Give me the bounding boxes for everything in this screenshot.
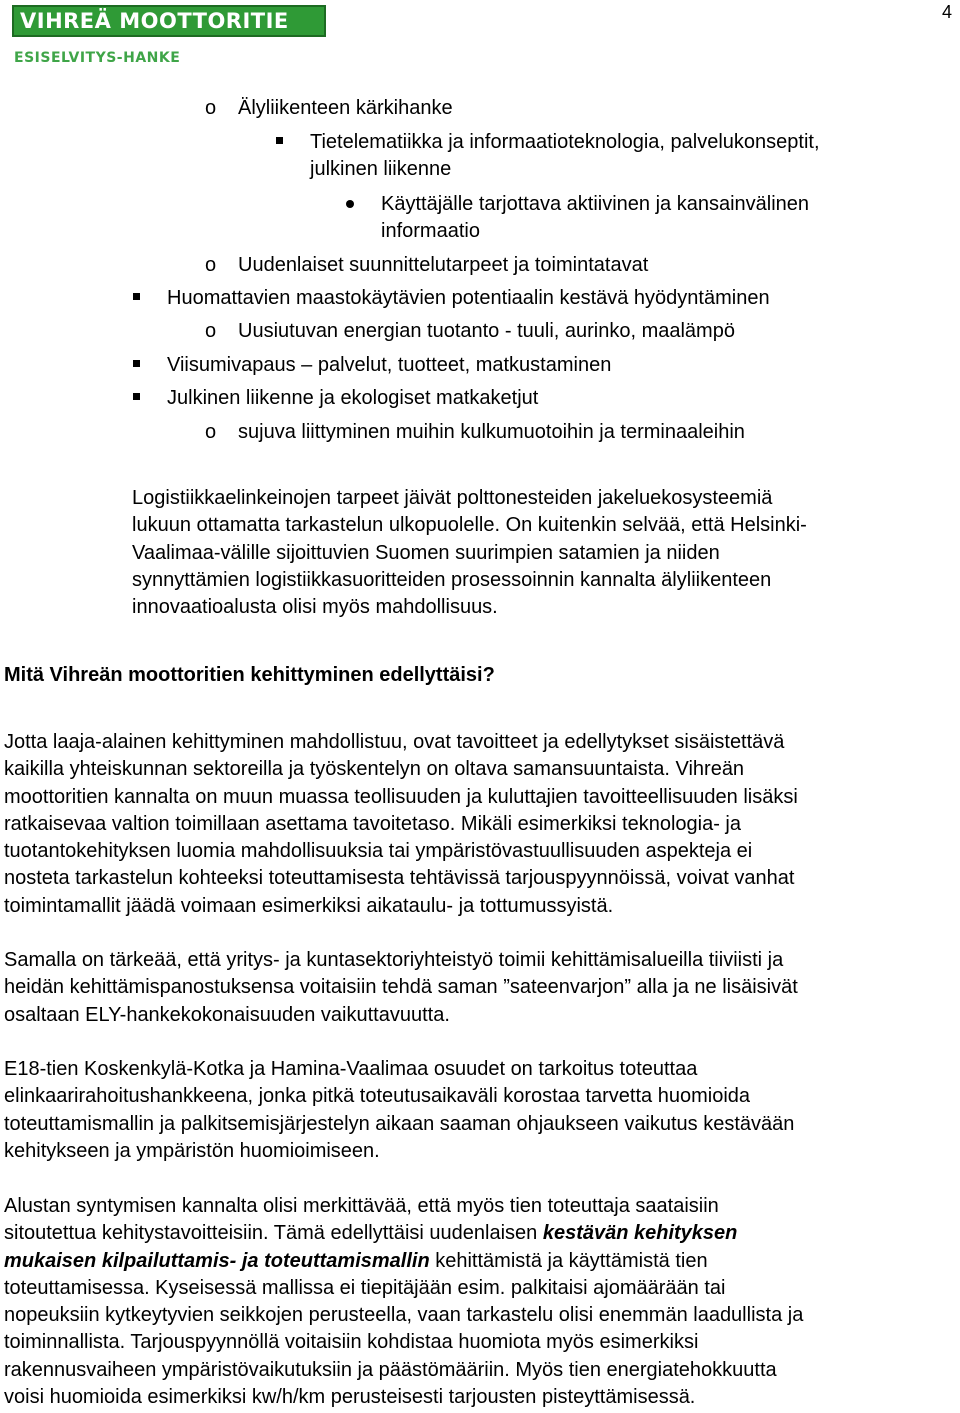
body-paragraph (4, 729, 798, 920)
page-number: 4 (941, 2, 952, 22)
logo-subtitle: ESISELVITYS-HANKE (14, 50, 181, 66)
body-paragraph (4, 1056, 794, 1165)
text-run: sitoutettua kehitystavoitteisiin. Tämä edellyttäisi uudenlaisen (4, 1222, 543, 1245)
square-bullet-icon (133, 360, 140, 367)
list-item: sujuva liittyminen muihin kulkumuotoihin ja terminaaleihin (238, 421, 745, 443)
circle-bullet-icon: o (205, 254, 217, 276)
list-item: Uudenlaiset suunnittelutarpeet ja toimintatavat (238, 254, 649, 276)
paragraph-line: heidän kehittämispanostuksensa voitaisiin tehdä saman ”sateenvarjon” alla ja ne lisäisivät (4, 976, 798, 999)
square-bullet-icon (133, 293, 140, 300)
paragraph-line: nosteta tarkastelun kohteeksi toteuttamisesta tehtävissä tarjouspyynnöissä, voivat vanhat (4, 867, 795, 890)
list-item: Viisumivapaus – palvelut, tuotteet, matkustaminen (167, 354, 612, 376)
paragraph-line: E18-tien Koskenkylä-Kotka ja Hamina-Vaalimaa osuudet on tarkoitus toteuttaa (4, 1058, 698, 1080)
square-bullet-icon (276, 137, 283, 144)
list-item: Tietelematiikka ja informaatioteknologia, palvelukonseptit, (310, 131, 820, 153)
circle-bullet-icon: o (205, 97, 217, 119)
round-bullet-icon (346, 200, 354, 208)
paragraph-line: nopeuksiin kytkeytyvien seikkojen perusteella, vaan tarkastelu olisi enemmän laadullista ja (4, 1304, 804, 1327)
paragraph-line: osaltaan ELY-hankekokonaisuuden vaikuttavuutta. (4, 1003, 450, 1026)
paragraph-line: Alustan syntymisen kannalta olisi merkittävää, että myös tien toteuttaja saataisiin (4, 1195, 719, 1217)
list-item: Julkinen liikenne ja ekologiset matkaketjut (167, 387, 539, 409)
paragraph-line: voisi huomioida esimerkiksi kw/h/km perusteisesti tarjousten pisteyttämisessä. (4, 1386, 696, 1409)
paragraph-line: synnyttämien logistiikkasuoritteiden prosessoinnin kannalta älyliikenteen (132, 568, 772, 591)
body-paragraph (4, 947, 798, 1029)
paragraph-line: toiminnallista. Tarjouspyynnöllä voitaisiin kohdistaa huomiota myös esimerkiksi (4, 1331, 699, 1354)
paragraph-line: Samalla on tärkeää, että yritys- ja kuntasektoriyhteistyö toimii kehittämisalueilla tiiviisti ja (4, 949, 784, 971)
paragraph-line: toteuttamisessa. Kyseisessä mallissa ei tiepitäjään esim. palkitaisi ajomäärään tai (4, 1276, 726, 1299)
paragraph-line: Vaalimaa-välille sijoittuvien Suomen suurimpien satamien ja niiden (132, 541, 720, 564)
circle-bullet-icon: o (205, 421, 217, 443)
paragraph-line: tuotantokehityksen luomia mahdollisuuksia tai ympäristövastuullisuuden aspekteja ei (4, 840, 753, 863)
list-item-continuation: informaatio (381, 220, 480, 242)
circle-bullet-icon: o (205, 320, 217, 342)
paragraph-line (4, 1248, 803, 1275)
paragraph-line (4, 1220, 803, 1247)
emphasized-text: kestävän kehityksen (542, 1222, 738, 1245)
list-item: Uusiutuvan energian tuotanto - tuuli, aurinko, maalämpö (238, 320, 735, 342)
paragraph-line: rakennusvaiheen ympäristövaikutuksiin ja päästömääriin. Myös tien energiatehokkuutta (4, 1358, 777, 1381)
body-paragraph (4, 1193, 803, 1411)
paragraph-line: kehitykseen ja ympäristön huomioimiseen. (4, 1139, 380, 1162)
list-item: Älyliikenteen kärkihanke (238, 97, 453, 119)
paragraph-line: toteuttamismallin ja palkitsemisjärjestelyn aikaan saaman ohjaukseen vaikutus kestävään (4, 1112, 795, 1135)
logo-title: VIHREÄ MOOTTORITIE (12, 5, 326, 37)
section-heading: Mitä Vihreän moottoritien kehittyminen edellyttäisi? (4, 664, 495, 686)
text-run: kehittämistä ja käyttämistä tien (429, 1249, 708, 1272)
paragraph-line: Jotta laaja-alainen kehittyminen mahdollistuu, ovat tavoitteet ja edellytykset sisäistettävä (4, 731, 785, 753)
paragraph-line: innovaatioalusta olisi myös mahdollisuus. (132, 596, 498, 619)
paragraph-line: elinkaarirahoitushankkeena, jonka pitkä toteutusaikaväli korostaa tarvetta huomioida (4, 1085, 751, 1108)
emphasized-text: mukaisen kilpailuttamis- ja toteuttamismallin (4, 1249, 430, 1272)
paragraph-line: Logistiikkaelinkeinojen tarpeet jäivät polttonesteiden jakeluekosysteemiä (132, 487, 773, 509)
paragraph-line: ratkaisevaa valtion toimillaan asettama tavoitetaso. Mikäli esimerkiksi teknologia- ja (4, 812, 741, 835)
square-bullet-icon (133, 393, 140, 400)
list-item: Huomattavien maastokäytävien potentiaalin kestävä hyödyntäminen (167, 287, 770, 309)
list-item-continuation: julkinen liikenne (310, 158, 452, 180)
paragraph-line: lukuun ottamatta tarkastelun ulkopuolelle. On kuitenkin selvää, että Helsinki- (132, 514, 807, 537)
list-item: Käyttäjälle tarjottava aktiivinen ja kansainvälinen (381, 193, 810, 215)
paragraph-line: toimintamallit jäädä voimaan esimerkiksi aikataulu- ja tottumussyistä. (4, 894, 614, 917)
paragraph-line: kaikilla yhteiskunnan sektoreilla ja työskentelyn on oltava samansuuntaista. Vihreän (4, 758, 745, 781)
indented-paragraph (132, 485, 807, 621)
paragraph-line: moottoritien kannalta on muun muassa teollisuuden ja kuluttajien tavoitteellisuuden lisäksi (4, 785, 798, 808)
